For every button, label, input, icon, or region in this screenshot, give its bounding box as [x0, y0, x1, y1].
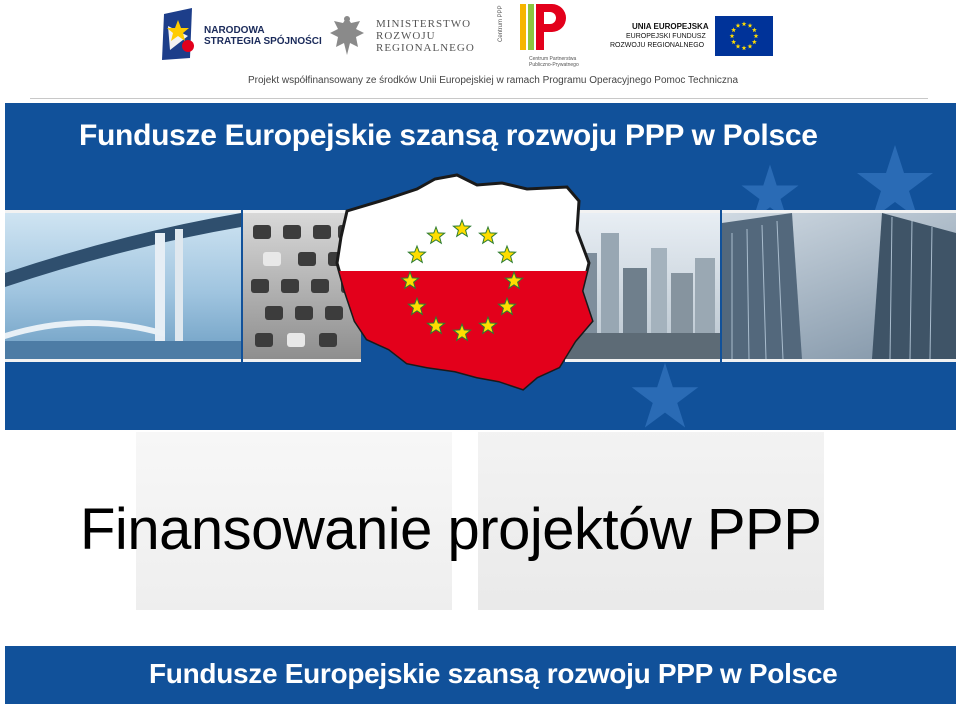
car-shape [265, 306, 283, 320]
project-cofinancing-line: Projekt współfinansowany ze środków Unii Europejskiej w ramach Programu Operacyjnego Pomoc Techniczna [248, 75, 739, 86]
car-shape [263, 252, 281, 266]
poland-map-icon [327, 171, 597, 393]
car-shape [295, 306, 313, 320]
eu-line3: ROZWOJU REGIONALNEGO [610, 42, 705, 49]
eu-flag-icon [715, 16, 773, 56]
car-shape [298, 252, 316, 266]
footer-title: Fundusze Europejskie szansą rozwoju PPP w Polsce [149, 658, 838, 689]
logo-header [0, 0, 960, 72]
nss-logo-icon [160, 6, 196, 62]
mrr-line2: ROZWOJU [376, 30, 436, 42]
nss-line2: STRATEGIA SPÓJNOŚCI [204, 36, 322, 47]
mrr-line1: MINISTERSTWO [376, 18, 472, 30]
eu-line2: EUROPEJSKI FUNDUSZ [626, 33, 706, 40]
car-shape [283, 225, 301, 239]
ppp-line2: Publiczno-Prywatnego [529, 62, 579, 68]
skyscraper-photo [722, 210, 956, 362]
nss-line1: NARODOWA [204, 25, 265, 36]
star-decoration-icon [630, 361, 700, 430]
eu-line1: UNIA EUROPEJSKA [632, 22, 709, 31]
footer-banner [5, 646, 956, 704]
ppp-line1: Centrum Partnerstwa [529, 56, 577, 62]
ppp-vertical: Centrum PPP [498, 5, 504, 42]
page-title: Finansowanie projektów PPP [80, 497, 822, 562]
eagle-emblem-icon [328, 13, 366, 59]
mrr-line3: REGIONALNEGO [376, 42, 475, 54]
header-divider [30, 98, 928, 99]
car-shape [281, 279, 299, 293]
car-shape [287, 333, 305, 347]
hero-banner [5, 103, 956, 430]
car-shape [255, 333, 273, 347]
car-shape [251, 279, 269, 293]
bridge-photo [5, 210, 241, 362]
centrum-ppp-logo-icon [510, 2, 572, 54]
car-shape [253, 225, 271, 239]
banner-title: Fundusze Europejskie szansą rozwoju PPP w Polsce [79, 119, 818, 152]
